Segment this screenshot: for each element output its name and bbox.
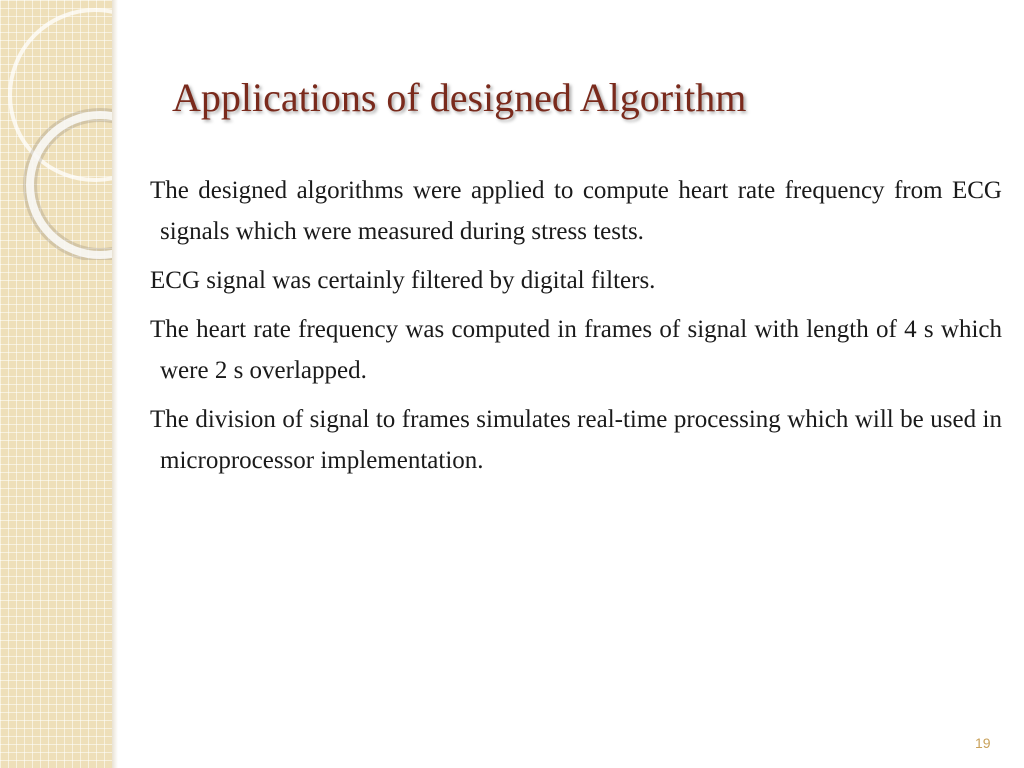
decorative-ring-large [10, 10, 112, 180]
paragraph-1: The designed algorithms were applied to compute heart rate frequency from ECG signals which were measured during stress tests. [150, 177, 1002, 245]
decorative-rings [0, 0, 112, 260]
decorative-ring-shadow [30, 115, 112, 255]
slide-number: 19 [975, 735, 991, 751]
decorative-sidebar [0, 0, 112, 768]
sidebar-shadow [112, 0, 118, 768]
slide-title: Applications of designed Algorithm [172, 75, 747, 120]
paragraph-4: The division of signal to frames simulates real-time processing which will be used in microprocessor implementation. [150, 406, 1002, 474]
paragraph-3: The heart rate frequency was computed in frames of signal with length of 4 s which were 2 s overlapped. [150, 316, 1002, 384]
slide-body [150, 170, 1002, 489]
paragraph-2: ECG signal was certainly filtered by digital filters. [150, 267, 656, 294]
